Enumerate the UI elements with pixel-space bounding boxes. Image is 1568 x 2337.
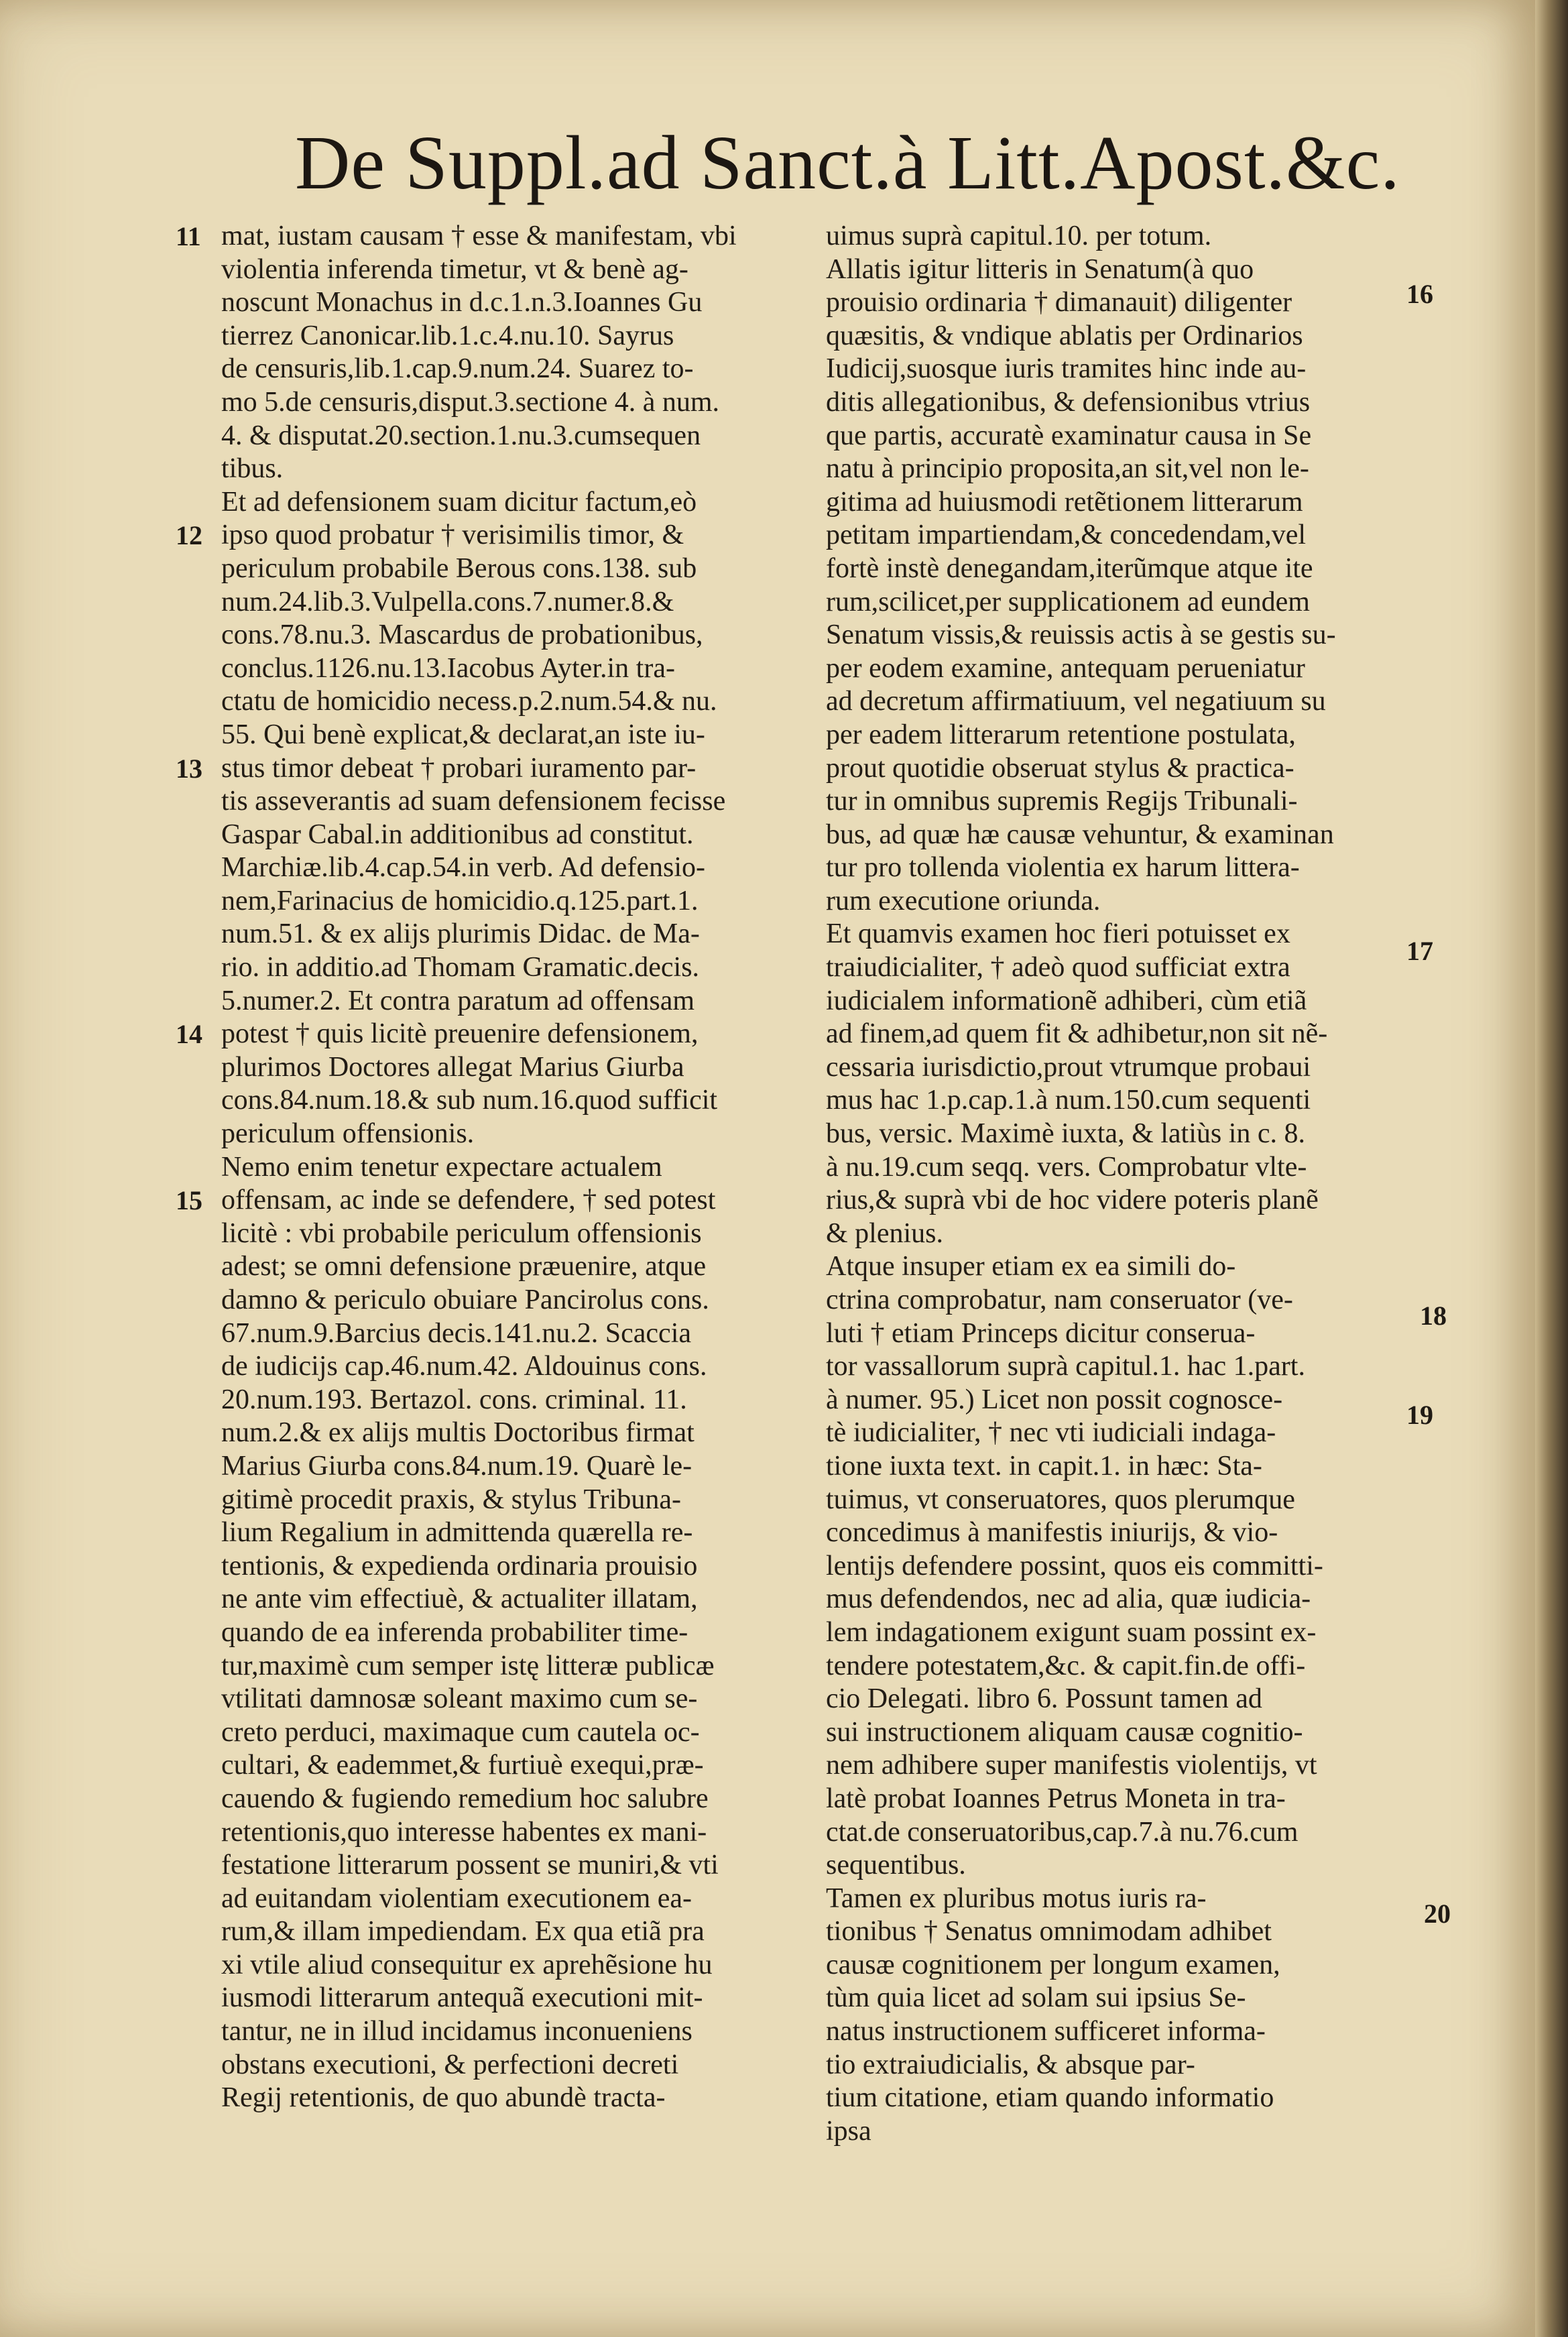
margin-number-20: 20 xyxy=(1424,1899,1451,1929)
running-head: De Suppl.ad Sanct.à Litt.Apost.&c. xyxy=(295,120,1400,205)
right-column-line: à nu.19.cum seqq. vers. Comprobatur vlte- xyxy=(826,1151,1307,1183)
left-column-line: rum,& illam impediendam. Ex qua etiã pra xyxy=(221,1916,705,1948)
left-column-line: num.51. & ex alijs plurimis Didac. de Ma- xyxy=(221,918,700,950)
left-column-line: retentionis,quo interesse habentes ex mani- xyxy=(221,1816,707,1848)
left-column-line: obstans executioni, & perfectioni decreti xyxy=(221,2049,679,2080)
right-column-line: cessaria iurisdictio,prout vtrumque probaui xyxy=(826,1051,1311,1083)
right-column-line: ad decretum affirmatiuum, vel negatiuum su xyxy=(826,686,1326,717)
right-column-line: per eodem examine, antequam perueniatur xyxy=(826,652,1305,684)
left-column-line: violentia inferenda timetur, vt & benè ag- xyxy=(221,253,688,285)
left-column-line: nem,Farinacius de homicidio.q.125.part.1. xyxy=(221,885,699,916)
right-column-line: sequentibus. xyxy=(826,1850,966,1881)
left-column-line: tentionis, & expedienda ordinaria prouisio xyxy=(221,1550,698,1581)
left-column-line: rio. in additio.ad Thomam Gramatic.decis. xyxy=(221,952,700,983)
left-column-line: tur,maximè cum semper istę litteræ publicæ xyxy=(221,1650,715,1681)
right-column-line: tium citatione, etiam quando informatio xyxy=(826,2082,1274,2114)
left-column-line: Gaspar Cabal.in additionibus ad constitut. xyxy=(221,819,694,850)
right-column-line: ctrina comprobatur, nam conseruator (ve- xyxy=(826,1284,1293,1315)
right-column-line: prouisio ordinaria † dimanauit) diligenter xyxy=(826,287,1292,318)
left-column-line: adest; se omni defensione præuenire, atque xyxy=(221,1251,707,1282)
right-column-line: lentijs defendere possint, quos eis committi- xyxy=(826,1550,1323,1581)
left-column-line: lium Regalium in admittenda quærella re- xyxy=(221,1517,693,1549)
right-column-line: rum,scilicet,per supplicationem ad eundem xyxy=(826,586,1310,617)
right-column-line: Senatum vissis,& reuissis actis à se gestis su- xyxy=(826,619,1336,651)
right-column-line: causæ cognitionem per longum examen, xyxy=(826,1949,1280,1980)
right-column-line: tur pro tollenda violentia ex harum littera- xyxy=(826,852,1300,884)
left-column-line: tantur, ne in illud incidamus inconueniens xyxy=(221,2016,692,2047)
left-column-line: tibus. xyxy=(221,453,284,485)
left-column-line: damno & periculo obuiare Pancirolus cons. xyxy=(221,1284,709,1315)
margin-number-11: 11 xyxy=(176,221,201,251)
left-column-line: potest † quis licitè preuenire defensionem, xyxy=(221,1018,699,1050)
right-column-line: que partis, accuratè examinatur causa in Se xyxy=(826,420,1312,451)
right-column-line: ipsa xyxy=(826,2115,871,2147)
left-column-line: noscunt Monachus in d.c.1.n.3.Ioannes Gu xyxy=(221,287,703,318)
left-column-line: tierrez Canonicar.lib.1.c.4.nu.10. Sayrus xyxy=(221,320,674,351)
left-column-line: periculum probabile Berous cons.138. sub xyxy=(221,552,697,584)
left-column-line: xi vtile aliud consequitur ex aprehẽsione hu xyxy=(221,1949,713,1980)
right-column-line: Iudicij,suosque iuris tramites hinc inde au- xyxy=(826,353,1307,385)
right-column-line: bus, versic. Maximè iuxta, & latiùs in c. 8. xyxy=(826,1118,1306,1150)
right-column-line: quæsitis, & vndique ablatis per Ordinarios xyxy=(826,320,1303,351)
right-column-line: Et quamvis examen hoc fieri potuisset ex xyxy=(826,918,1290,950)
right-column-line: natus instructionem sufficeret informa- xyxy=(826,2016,1266,2047)
left-column-line: mo 5.de censuris,disput.3.sectione 4. à num. xyxy=(221,386,720,418)
left-column-line: plurimos Doctores allegat Marius Giurba xyxy=(221,1051,684,1083)
right-column-line: petitam impartiendam,& concedendam,vel xyxy=(826,520,1307,551)
left-column-line: ad euitandam violentiam executionem ea- xyxy=(221,1882,692,1914)
right-column-line: tur in omnibus supremis Regijs Tribunali- xyxy=(826,786,1298,817)
left-column-line: 20.num.193. Bertazol. cons. criminal. 11. xyxy=(221,1384,687,1415)
left-column-line: quando de ea inferenda probabiliter time- xyxy=(221,1616,688,1648)
left-column-line: num.2.& ex alijs multis Doctoribus firmat xyxy=(221,1417,695,1449)
right-column-line: rius,& suprà vbi de hoc videre poteris planẽ xyxy=(826,1185,1319,1216)
left-column-line: cons.84.num.18.& sub num.16.quod sufficit xyxy=(221,1085,718,1116)
left-column-line: cons.78.nu.3. Mascardus de probationibus, xyxy=(221,619,703,651)
left-column-line: 55. Qui benè explicat,& declarat,an iste iu- xyxy=(221,719,705,750)
right-column-line: rum executione oriunda. xyxy=(826,885,1101,916)
left-column-line: tis asseverantis ad suam defensionem fecisse xyxy=(221,786,726,817)
right-column-line: tendere potestatem,&c. & capit.fin.de offi- xyxy=(826,1650,1306,1681)
page-edge xyxy=(1535,0,1568,2337)
margin-number-12: 12 xyxy=(176,520,202,550)
right-column-line: cio Delegati. libro 6. Possunt tamen ad xyxy=(826,1683,1262,1715)
right-column-line: prout quotidie obseruat stylus & practica- xyxy=(826,752,1294,784)
right-column-line: mus defendendos, nec ad alia, quæ iudicia- xyxy=(826,1583,1311,1615)
margin-number-13: 13 xyxy=(176,754,202,784)
right-column-line: tor vassallorum suprà capitul.1. hac 1.part. xyxy=(826,1351,1305,1382)
right-column-line: Atque insuper etiam ex ea simili do- xyxy=(826,1251,1236,1282)
right-column-line: Tamen ex pluribus motus iuris ra- xyxy=(826,1882,1207,1914)
left-column-line: creto perduci, maximaque cum cautela oc- xyxy=(221,1716,700,1748)
left-column-line: Marchiæ.lib.4.cap.54.in verb. Ad defensio- xyxy=(221,852,705,884)
right-column-line: per eadem litterarum retentione postulata, xyxy=(826,719,1296,750)
left-column-line: vtilitati damnosæ soleant maximo cum se- xyxy=(221,1683,698,1715)
right-column-line: tione iuxta text. in capit.1. in hæc: Sta- xyxy=(826,1450,1262,1482)
right-column-line: tè iudicialiter, † nec vti iudiciali indaga- xyxy=(826,1417,1276,1449)
left-column-line: gitimè procedit praxis, & stylus Tribuna- xyxy=(221,1484,681,1515)
left-column-line: iusmodi litterarum antequã executioni mit- xyxy=(221,1982,703,2014)
left-column xyxy=(221,220,825,2115)
right-column-line: tuimus, vt conseruatores, quos plerumque xyxy=(826,1484,1295,1515)
margin-number-14: 14 xyxy=(176,1019,202,1049)
right-column-line: à numer. 95.) Licet non possit cognosce- xyxy=(826,1384,1283,1415)
left-column-line: stus timor debeat † probari iuramento par- xyxy=(221,752,697,784)
margin-number-16: 16 xyxy=(1406,279,1433,309)
right-column-line: Allatis igitur litteris in Senatum(à quo xyxy=(826,253,1254,285)
left-column-line: ipso quod probatur † verisimilis timor, & xyxy=(221,520,684,551)
left-column-line: de censuris,lib.1.cap.9.num.24. Suarez to- xyxy=(221,353,694,385)
left-column-line: de iudicijs cap.46.num.42. Aldouinus cons. xyxy=(221,1351,707,1382)
left-column-line: cultari, & eademmet,& furtiuè exequi,præ- xyxy=(221,1750,704,1781)
right-column-line: tùm quia licet ad solam sui ipsius Se- xyxy=(826,1982,1246,2014)
right-column-line: bus, ad quæ hæ causæ vehuntur, & examinan xyxy=(826,819,1334,850)
left-column-line: periculum offensionis. xyxy=(221,1118,475,1150)
margin-number-18: 18 xyxy=(1420,1301,1447,1331)
left-column-line: 4. & disputat.20.section.1.nu.3.cumsequen xyxy=(221,420,701,451)
right-column-line: latè probat Ioannes Petrus Moneta in tra- xyxy=(826,1783,1286,1814)
right-column-line: concedimus à manifestis iniurijs, & vio- xyxy=(826,1517,1278,1549)
right-column-line: ditis allegationibus, & defensionibus vtrius xyxy=(826,386,1311,418)
left-column-line: Nemo enim tenetur expectare actualem xyxy=(221,1151,662,1183)
left-column-line: festatione litterarum possent se muniri,& vti xyxy=(221,1850,719,1881)
left-column-line: Regij retentionis, de quo abundè tracta- xyxy=(221,2082,666,2114)
margin-number-17: 17 xyxy=(1406,936,1433,966)
left-column-line: ne ante vim effectiuè, & actualiter illatam, xyxy=(221,1583,698,1615)
right-column-line: iudicialem informationẽ adhiberi, cùm etiã xyxy=(826,985,1307,1016)
margin-number-19: 19 xyxy=(1406,1400,1433,1430)
left-column-line: conclus.1126.nu.13.Iacobus Ayter.in tra- xyxy=(221,652,675,684)
left-column-line: licitè : vbi probabile periculum offensionis xyxy=(221,1217,702,1249)
right-column xyxy=(826,220,1402,2148)
right-column-line: traiudicialiter, † adeò quod sufficiat extra xyxy=(826,952,1290,983)
left-column-line: ctatu de homicidio necess.p.2.num.54.& nu. xyxy=(221,686,717,717)
left-column-line: Marius Giurba cons.84.num.19. Quarè le- xyxy=(221,1450,692,1482)
right-column-line: gitima ad huiusmodi retẽtionem litterarum xyxy=(826,486,1303,518)
right-column-line: nem adhibere super manifestis violentijs, vt xyxy=(826,1750,1317,1781)
left-column-line: offensam, ac inde se defendere, † sed potest xyxy=(221,1185,716,1216)
right-column-line: lem indagationem exigunt suam possint ex- xyxy=(826,1616,1317,1648)
left-column-line: mat, iustam causam † esse & manifestam, vbi xyxy=(221,221,737,251)
right-column-line: tionibus † Senatus omnimodam adhibet xyxy=(826,1916,1272,1948)
right-column-line: sui instructionem aliquam causæ cognitio- xyxy=(826,1716,1303,1748)
right-column-line: luti † etiam Princeps dicitur conserua- xyxy=(826,1317,1256,1349)
left-column-line: 5.numer.2. Et contra paratum ad offensam xyxy=(221,985,695,1016)
right-column-line: ad finem,ad quem fit & adhibetur,non sit nẽ- xyxy=(826,1018,1328,1050)
right-column-line: & plenius. xyxy=(826,1217,943,1249)
left-column-line: num.24.lib.3.Vulpella.cons.7.numer.8.& xyxy=(221,586,674,617)
left-column-line: cauendo & fugiendo remedium hoc salubre xyxy=(221,1783,709,1814)
right-column-line: fortè instè denegandam,iterũmque atque ite xyxy=(826,552,1313,584)
right-column-line: mus hac 1.p.cap.1.à num.150.cum sequenti xyxy=(826,1085,1311,1116)
right-column-line: ctat.de conseruatoribus,cap.7.à nu.76.cum xyxy=(826,1816,1299,1848)
right-column-line: uimus suprà capitul.10. per totum. xyxy=(826,221,1212,251)
left-column-line: Et ad defensionem suam dicitur factum,eò xyxy=(221,486,697,518)
right-column-line: tio extraiudicialis, & absque par- xyxy=(826,2049,1195,2080)
left-column-line: 67.num.9.Barcius decis.141.nu.2. Scaccia xyxy=(221,1317,691,1349)
right-column-line: natu à principio proposita,an sit,vel non le- xyxy=(826,453,1309,485)
margin-number-15: 15 xyxy=(176,1185,202,1215)
